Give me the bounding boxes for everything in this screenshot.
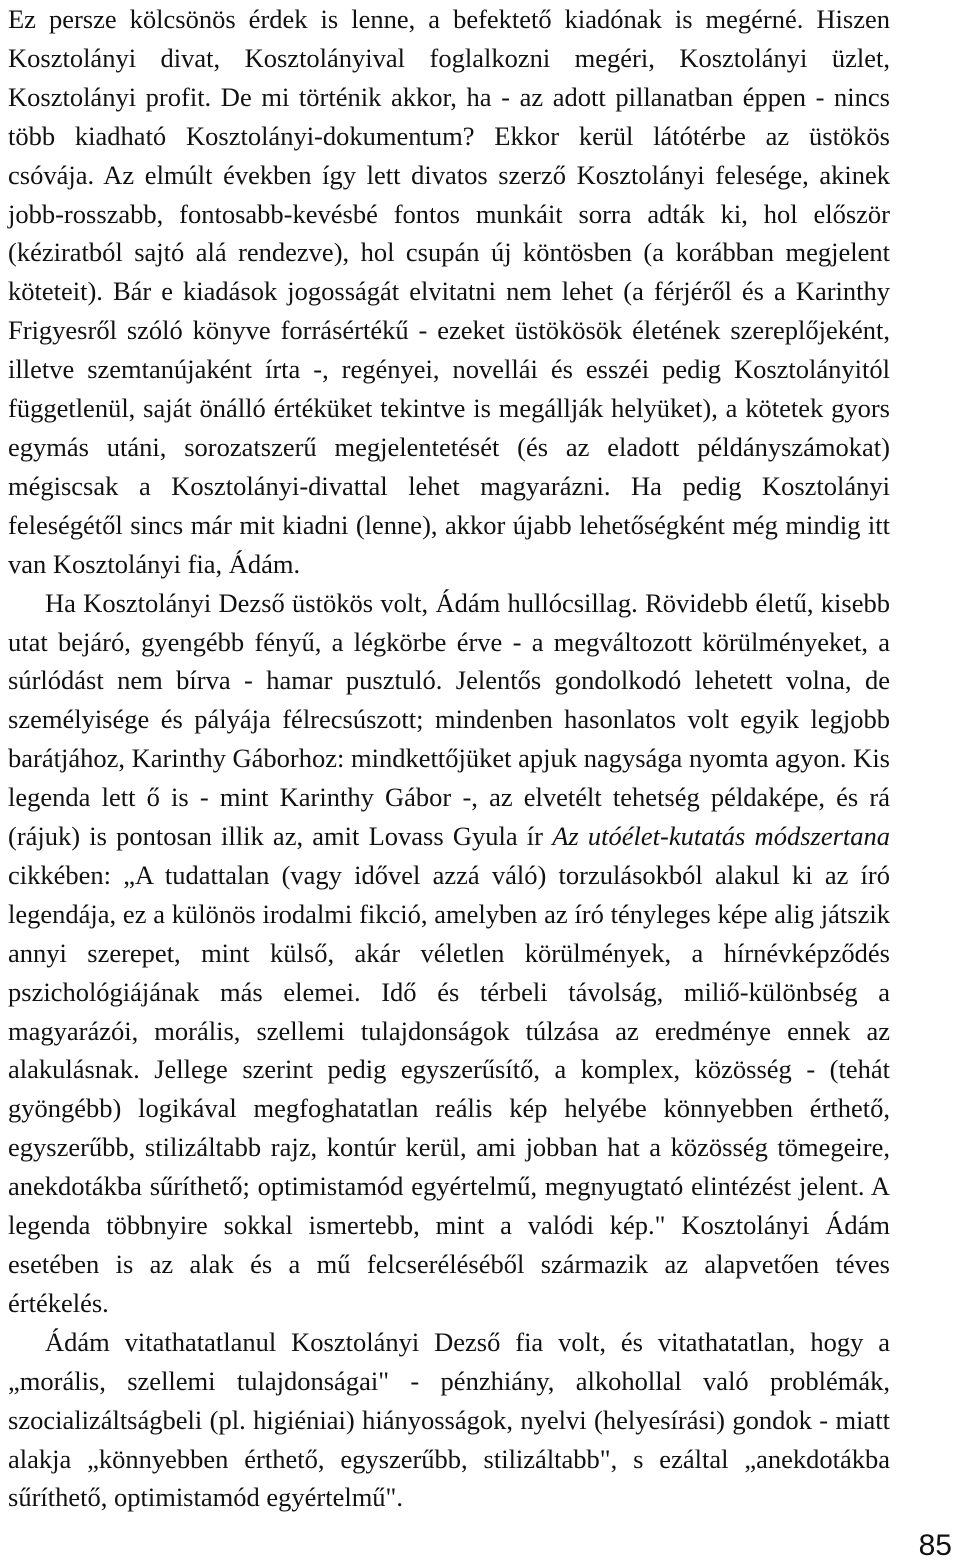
paragraph-1-text: Ez persze kölcsönös érdek is lenne, a befektető kiadónak is megérné. Hiszen Kosztolányi divat, Kosztolányival foglalkozni megéri, Kosztolányi üzlet, Kosztolányi profit. De mi történik akkor, ha - az adott pillanatban éppen - nincs több kiadható Kosztolányi-dokumentum? Ekkor kerül látótérbe az üstökös csóvája. Az elmúlt években így lett divatos szerző Kosztolányi felesége, akinek jobb-rosszabb, fontosabb-kevésbé fontos munkáit sorra adták ki, hol először (kéziratból sajtó alá rendezve), hol csupán új köntösben (a korábban megjelent köteteit). Bár e kiadások jogosságát elvitatni nem lehet (a férjéről és a Karinthy Frigyesről szóló könyve forrásértékű - ezeket üstökösök életének szereplőjeként, illetve szemtanújaként írta -, regényei, novellái és esszéi pedig Kosztolányitól függetlenül, saját önálló értéküket tekintve is megállják helyüket), a kötetek gyors egymás utáni, sorozatszerű megjelentetését (és az eladott példányszámokat) mégiscsak a Kosztolányi-divattal lehet magyarázni. Ha pedig Kosztolányi feleségétől sincs már mit kiadni (lenne), akkor újabb lehetőségként még mindig itt van Kosztolányi fia, Ádám. [8,4,890,579]
body-text [8,0,890,1517]
paragraph-2 [8,584,890,1323]
paragraph-1 [8,0,890,584]
cited-article-title: Az utóélet-kutatás módszertana [552,821,891,852]
page-number: 85 [918,1529,952,1562]
paragraph-2-text-a: Ha Kosztolányi Dezső üstökös volt, Ádám hullócsillag. Rövidebb életű, kisebb utat bejáró, gyengébb fényű, a légkörbe érve - a megváltozott körülményeket, a súrlódást nem bírva - hamar pusztuló. Jelentős gondolkodó lehetett volna, de személyisége és pályája félrecsúszott; mindenben hasonlatos volt egyik legjobb barátjához, Karinthy Gáborhoz: mindkettőjüket apjuk nagysága nyomta agyon. Kis legenda lett ő is - mint Karinthy Gábor -, az elvetélt tehetség példaképe, és rá (rájuk) is pontosan illik az, amit Lovass Gyula ír [8,587,890,852]
paragraph-3 [8,1323,890,1518]
paragraph-2-text-b: cikkében: „A tudattalan (vagy idővel azzá váló) torzulásokból alakul ki az író legendája, ez a különös irodalmi fikció, amelyben az író tényleges képe alig játszik annyi szerepet, mint külső, akár véletlen körülmények, a hírnévképződés pszichológiájának más elemei. Idő és térbeli távolság, miliő-különbség a magyarázói, morális, szellemi tulajdonságok túlzása az eredménye ennek az alakulásnak. Jellege szerint pedig egyszerűsítő, a komplex, közösség - (tehát gyöngébb) logikával megfoghatatlan reális kép helyébe könnyebben érthető, egyszerűbb, stilizáltabb rajz, kontúr kerül, ami jobban hat a közösség tömegeire, anekdotákba sűríthető; optimistamód egyértelmű, megnyugtató elintézést jelent. A legenda többnyire sokkal ismertebb, mint a valódi kép." Kosztolányi Ádám esetében is az alak és a mű felcseréléséből származik az alapvetően téves értékelés. [8,859,890,1318]
paragraph-3-text: Ádám vitathatatlanul Kosztolányi Dezső fia volt, és vitathatatlan, hogy a „morális, szellemi tulajdonságai" - pénzhiány, alkohollal való problémák, szocializáltságbeli (pl. higiéniai) hiányosságok, nyelvi (helyesírási) gondok - miatt alakja „könnyebben érthető, egyszerűbb, stilizáltabb", s ezáltal „anekdotákba sűríthető, optimistamód egyértelmű". [8,1326,890,1513]
